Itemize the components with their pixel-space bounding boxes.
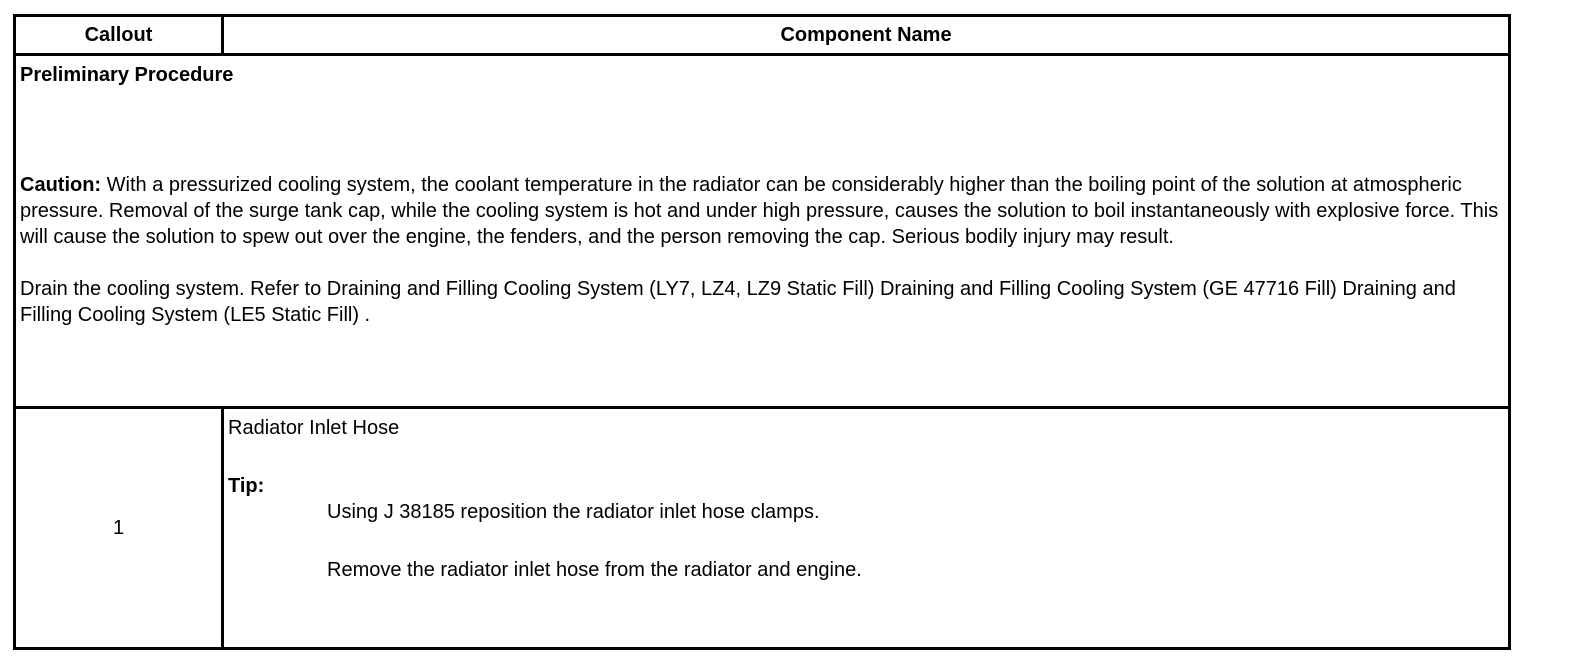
preliminary-cell [15,55,1510,408]
caution-note [20,172,1504,250]
component-name: Radiator Inlet Hose [228,417,400,439]
preliminary-row [15,55,1510,408]
component-name-header: Component Name [223,16,1510,55]
callout-number: 1 [15,408,223,649]
table-header-row [15,16,1510,55]
tip-item: Using J 38185 reposition the radiator inlet hose clamps. [327,501,820,523]
preliminary-title: Preliminary Procedure [20,64,234,86]
tip-label: Tip: [228,475,265,497]
drain-instruction: Drain the cooling system. Refer to Draining and Filling Cooling System (LY7, LZ4, LZ9 Static Fill) Draining and Filling Cooling System (GE 47716 Fill) Draining and Filling Cooling System (LE5 Static Fill) . [20,278,1456,326]
tip-item: Remove the radiator inlet hose from the radiator and engine. [327,559,862,581]
caution-text: With a pressurized cooling system, the coolant temperature in the radiator can be considerably higher than the boiling point of the solution at atmospheric pressure. Removal of the surge tank cap, while the cooling system is hot and under high pressure, causes the solution to boil instantaneously with explosive force. This will cause the solution to spew out over the engine, the fenders, and the person removing the cap. Serious bodily injury may result. [20,174,1499,248]
procedure-table [13,14,1511,650]
component-cell [223,408,1510,649]
table-row [15,408,1510,649]
callout-header: Callout [15,16,223,55]
caution-label: Caution: [20,174,102,196]
